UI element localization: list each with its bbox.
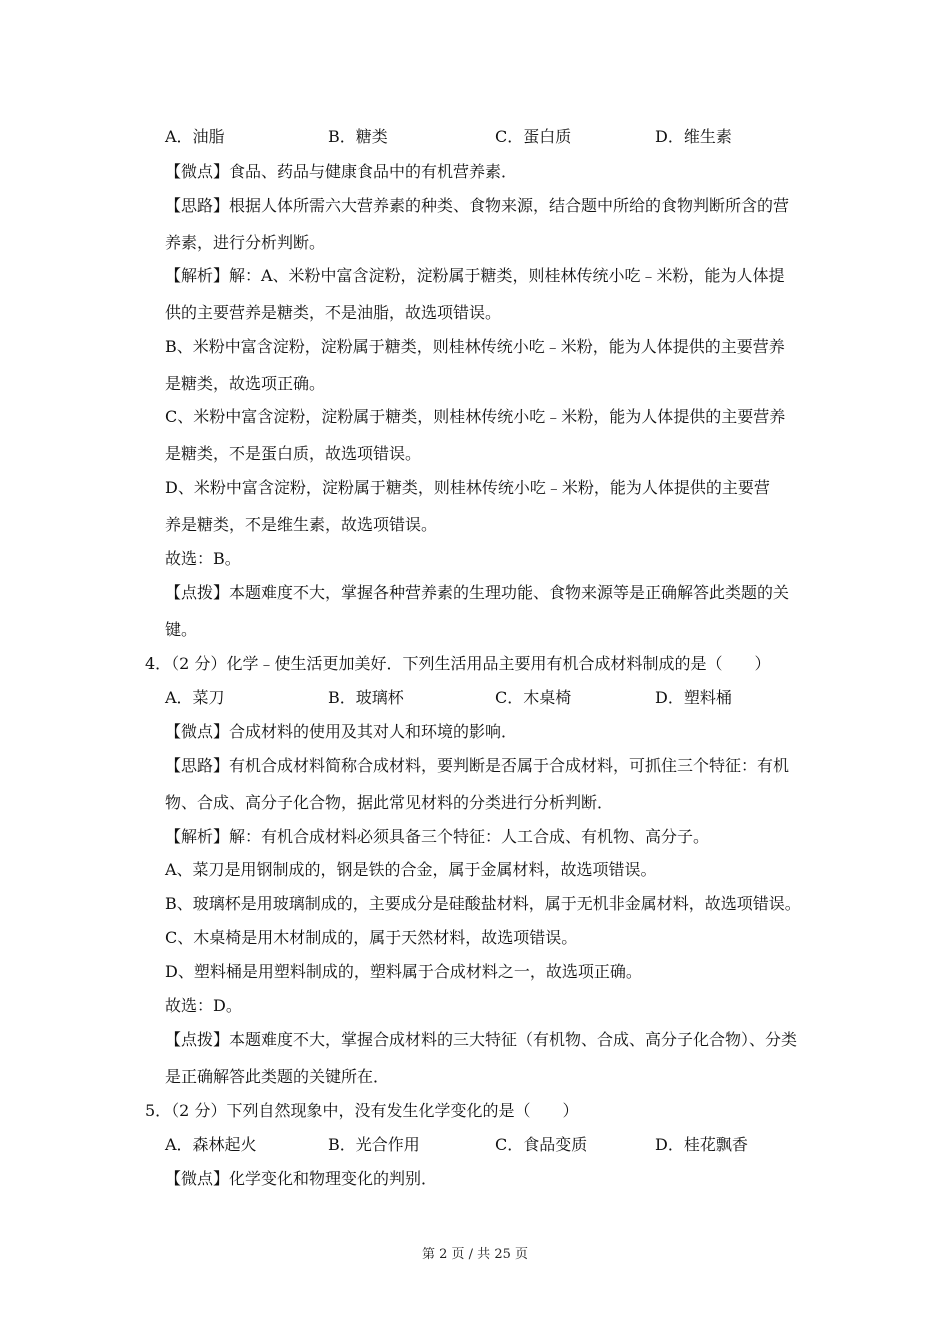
- analysis-line: A、菜刀是用钢制成的，钢是铁的合金，属于金属材料，故选项错误。: [165, 860, 657, 879]
- option-c: C．木桌椅: [495, 688, 572, 707]
- answer-line: 故选：B。: [165, 549, 241, 568]
- option-b: B．光合作用: [328, 1135, 420, 1154]
- tip-line: 【点拨】本题难度不大，掌握各种营养素的生理功能、食物来源等是正确解答此类题的关: [165, 583, 790, 602]
- analysis-line: 供的主要营养是糖类，不是油脂，故选项错误。: [165, 303, 502, 322]
- analysis-line: 是糖类，故选项正确。: [165, 374, 326, 393]
- analysis-line: 养是糖类，不是维生素，故选项错误。: [165, 515, 438, 534]
- option-a: A．油脂: [165, 127, 225, 146]
- answer-line: 故选：D。: [165, 996, 242, 1015]
- option-c: C．食品变质: [495, 1135, 588, 1154]
- option-c: C．蛋白质: [495, 127, 572, 146]
- tip-line: 【点拨】本题难度不大，掌握合成材料的三大特征（有机物、合成、高分子化合物）、分类: [165, 1030, 798, 1049]
- option-d: D．维生素: [655, 127, 732, 146]
- analysis-line: B、玻璃杯是用玻璃制成的，主要成分是硅酸盐材料，属于无机非金属材料，故选项错误。: [165, 894, 801, 913]
- option-d: D．塑料桶: [655, 688, 732, 707]
- page-footer: 第 2 页 / 共 25 页: [422, 1247, 528, 1262]
- analysis-line: 是糖类，不是蛋白质，故选项错误。: [165, 444, 422, 463]
- analysis-line: D、塑料桶是用塑料制成的，塑料属于合成材料之一，故选项正确。: [165, 962, 642, 981]
- option-a: A．菜刀: [165, 688, 225, 707]
- analysis-line: 【解析】解：有机合成材料必须具备三个特征：人工合成、有机物、高分子。: [165, 827, 710, 846]
- approach-line: 【思路】根据人体所需六大营养素的种类、食物来源，结合题中所给的食物判断所含的营: [165, 196, 790, 215]
- question-4-stem: 4．（2 分）化学﹣使生活更加美好．下列生活用品主要用有机合成材料制成的是（ ）: [145, 654, 771, 673]
- analysis-line: D、米粉中富含淀粉，淀粉属于糖类，则桂林传统小吃﹣米粉，能为人体提供的主要营: [165, 478, 770, 497]
- tip-line: 是正确解答此类题的关键所在．: [165, 1067, 390, 1086]
- key-point-line: 【微点】化学变化和物理变化的判别．: [165, 1169, 438, 1188]
- analysis-line: C、木桌椅是用木材制成的，属于天然材料，故选项错误。: [165, 928, 578, 947]
- option-b: B．玻璃杯: [328, 688, 404, 707]
- analysis-line: 【解析】解：A、米粉中富含淀粉，淀粉属于糖类，则桂林传统小吃﹣米粉，能为人体提: [165, 266, 785, 285]
- option-a: A．森林起火: [165, 1135, 257, 1154]
- option-d: D．桂花飘香: [655, 1135, 748, 1154]
- question-5-stem: 5．（2 分）下列自然现象中，没有发生化学变化的是（ ）: [145, 1101, 579, 1120]
- option-b: B．糖类: [328, 127, 388, 146]
- approach-line: 【思路】有机合成材料简称合成材料，要判断是否属于合成材料，可抓住三个特征：有机: [165, 756, 790, 775]
- analysis-line: C、米粉中富含淀粉，淀粉属于糖类，则桂林传统小吃﹣米粉，能为人体提供的主要营养: [165, 407, 786, 426]
- key-point-line: 【微点】合成材料的使用及其对人和环境的影响．: [165, 722, 518, 741]
- analysis-line: B、米粉中富含淀粉，淀粉属于糖类，则桂林传统小吃﹣米粉，能为人体提供的主要营养: [165, 337, 785, 356]
- tip-line: 键。: [165, 620, 198, 639]
- approach-line: 养素，进行分析判断。: [165, 233, 326, 252]
- key-point-line: 【微点】食品、药品与健康食品中的有机营养素．: [165, 162, 518, 181]
- approach-line: 物、合成、高分子化合物，据此常见材料的分类进行分析判断．: [165, 793, 614, 812]
